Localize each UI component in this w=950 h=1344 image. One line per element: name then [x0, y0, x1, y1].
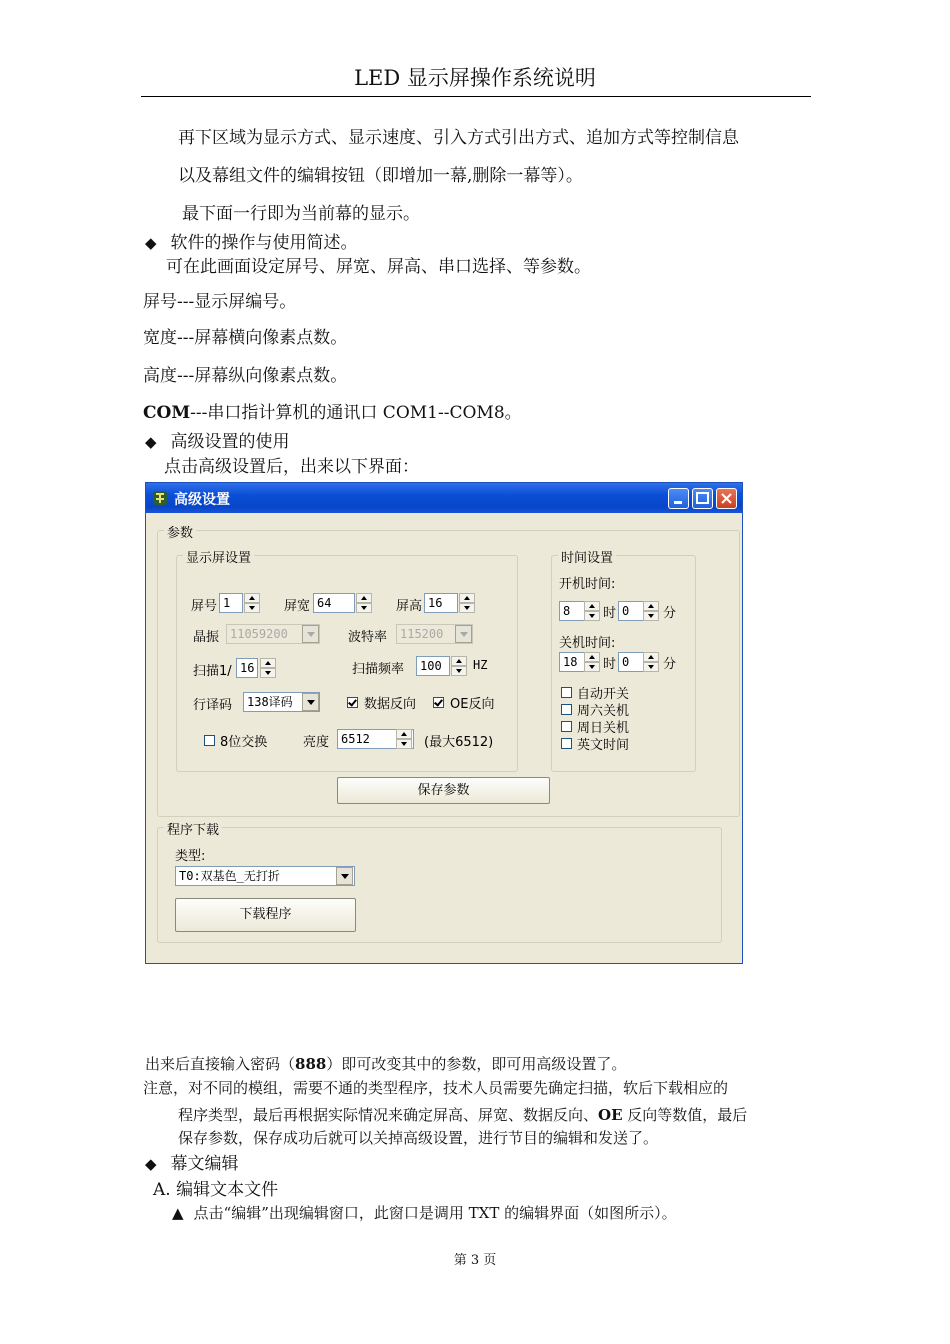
height-label: 屏高 [396, 599, 423, 614]
download-group-title: 程序下载 [164, 819, 222, 838]
off-hour-spinner[interactable] [584, 652, 600, 672]
header-rule [141, 96, 811, 97]
screen-no-input[interactable]: 1 [219, 593, 243, 613]
scan-label: 扫描1/ [193, 664, 232, 679]
after-text-b: ）即可改变其中的参数，即可用高级设置了。 [326, 1055, 627, 1073]
width-label: 屏宽 [284, 599, 311, 614]
scan-freq-unit: HZ [473, 658, 488, 672]
definition-height: 高度---屏幕纵向像素点数。 [143, 366, 348, 386]
section-title: 高级设置的使用 [170, 432, 290, 452]
swap8-checkbox[interactable] [204, 735, 215, 746]
width-input[interactable]: 64 [313, 593, 355, 613]
note-line-2 [178, 1104, 747, 1125]
bullet-diamond-icon: ◆ [145, 1155, 157, 1173]
decoder-dropdown-icon [302, 693, 319, 711]
on-hour-input[interactable]: 8 [559, 601, 599, 621]
width-spinner[interactable] [356, 593, 372, 613]
after-text-a: 出来后直接输入密码（ [145, 1055, 296, 1073]
en-time-checkbox[interactable] [561, 738, 572, 749]
maximize-icon [693, 489, 712, 508]
crystal-label: 晶振 [193, 630, 220, 645]
note-line-1: 注意，对不同的模组，需要不通的类型程序，技术人员需要先确定扫描，软后下载相应的 [143, 1079, 729, 1097]
oe-reverse-label: OE反向 [450, 697, 495, 712]
note-bold: OE [598, 1106, 623, 1124]
oe-reverse-checkbox[interactable] [433, 697, 444, 708]
sat-off-checkbox[interactable] [561, 704, 572, 715]
password-value: 888 [295, 1055, 327, 1073]
sat-off-label: 周六关机 [577, 704, 630, 719]
off-min-spinner[interactable] [643, 652, 659, 672]
on-min-input[interactable]: 0 [618, 601, 658, 621]
definition-com [143, 398, 522, 423]
type-dropdown-icon [336, 867, 353, 885]
swap8-label: 8位交换 [220, 735, 268, 750]
paragraph-2: 以及幕组文件的编辑按钮（即增加一幕,删除一幕等）。 [178, 166, 583, 186]
sun-off-checkbox[interactable] [561, 721, 572, 732]
definition-term: COM [143, 403, 191, 423]
baud-dropdown-icon [455, 625, 472, 643]
close-button[interactable] [716, 488, 737, 509]
scan-spinner[interactable] [260, 658, 276, 678]
on-hour-spinner[interactable] [584, 601, 600, 621]
sun-off-label: 周日关机 [577, 721, 630, 736]
advanced-settings-window [145, 482, 743, 964]
brightness-spinner[interactable] [396, 729, 412, 749]
maximize-button[interactable] [692, 488, 713, 509]
triangle-item-text: 点击“编辑”出现编辑窗口，此窗口是调用 TXT 的编辑界面（如图所示）。 [193, 1204, 677, 1222]
section-intro: 点击高级设置后，出来以下界面： [164, 457, 419, 477]
section-title: 幕文编辑 [170, 1154, 239, 1174]
definition-text: ---串口指计算机的通讯口 COM1--COM8。 [190, 403, 522, 423]
type-label: 类型: [175, 849, 206, 864]
scan-input[interactable]: 16 [236, 658, 258, 678]
brightness-input[interactable]: 6512 [337, 729, 414, 749]
auto-switch-label: 自动开关 [577, 687, 630, 702]
auto-switch-checkbox[interactable] [561, 687, 572, 698]
download-program-button[interactable]: 下载程序 [175, 898, 356, 932]
on-min-spinner[interactable] [643, 601, 659, 621]
en-time-label: 英文时间 [577, 738, 630, 753]
scan-freq-input[interactable]: 100 [416, 656, 450, 676]
app-icon [152, 490, 168, 506]
type-select[interactable]: T0:双基色_无打折 [175, 866, 355, 886]
section-advanced [145, 427, 290, 452]
decoder-label: 行译码 [193, 698, 233, 713]
data-reverse-checkbox[interactable] [347, 697, 358, 708]
height-spinner[interactable] [459, 593, 475, 613]
subsection-a: A. 编辑文本文件 [153, 1180, 279, 1200]
params-group-title: 参数 [164, 522, 196, 541]
baud-select[interactable]: 115200 [396, 624, 473, 644]
page-header-title: LED 显示屏操作系统说明 [354, 66, 596, 90]
bullet-diamond-icon: ◆ [145, 234, 157, 252]
screen-no-spinner[interactable] [244, 593, 260, 613]
decoder-select[interactable]: 138译码 [243, 692, 320, 712]
window-titlebar[interactable] [146, 483, 742, 513]
crystal-select[interactable]: 11059200 [226, 624, 320, 644]
data-reverse-label: 数据反向 [364, 697, 417, 712]
height-input[interactable]: 16 [424, 593, 458, 613]
scan-freq-spinner[interactable] [451, 656, 467, 676]
section-title: 软件的操作与使用简述。 [170, 233, 358, 253]
definition-width: 宽度---屏幕横向像素点数。 [143, 328, 348, 348]
save-params-button[interactable]: 保存参数 [337, 777, 550, 804]
paragraph-3: 最下面一行即为当前幕的显示。 [182, 204, 420, 224]
off-time-label: 关机时间: [559, 636, 616, 651]
on-min-unit: 分 [663, 606, 677, 621]
section-script-edit [145, 1149, 239, 1174]
display-settings-title: 显示屏设置 [183, 547, 254, 566]
brightness-label: 亮度 [303, 735, 330, 750]
window-title: 高级设置 [174, 492, 230, 508]
off-hour-input[interactable]: 18 [559, 652, 599, 672]
page-number: 第 3 页 [453, 1253, 497, 1268]
off-min-input[interactable]: 0 [618, 652, 658, 672]
on-hour-unit: 时 [603, 606, 617, 621]
close-icon [717, 489, 736, 508]
screen-no-label: 屏号 [191, 599, 218, 614]
section-software-usage [145, 228, 358, 253]
triangle-item [172, 1202, 677, 1223]
baud-label: 波特率 [348, 630, 388, 645]
crystal-dropdown-icon [302, 625, 319, 643]
definition-screen-no: 屏号---显示屏编号。 [143, 292, 297, 312]
minimize-icon [669, 489, 688, 508]
on-time-label: 开机时间: [559, 577, 616, 592]
paragraph-1: 再下区域为显示方式、显示速度、引入方式引出方式、追加方式等控制信息 [178, 128, 739, 148]
note-text-a: 程序类型，最后再根据实际情况来确定屏高、屏宽、数据反向、 [178, 1106, 599, 1124]
bullet-diamond-icon: ◆ [145, 433, 157, 451]
triangle-bullet-icon: ▲ [172, 1204, 184, 1222]
time-settings-title: 时间设置 [558, 547, 616, 566]
scan-freq-label: 扫描频率 [352, 662, 405, 677]
off-min-unit: 分 [663, 657, 677, 672]
brightness-max: (最大6512) [424, 735, 494, 750]
note-line-3: 保存参数，保存成功后就可以关掉高级设置，进行节目的编辑和发送了。 [178, 1129, 659, 1147]
off-hour-unit: 时 [603, 657, 617, 672]
section-intro: 可在此画面设定屏号、屏宽、屏高、串口选择、等参数。 [166, 257, 591, 277]
minimize-button[interactable] [668, 488, 689, 509]
after-paragraph [145, 1053, 626, 1074]
note-text-b: 反向等数值，最后 [622, 1106, 748, 1124]
